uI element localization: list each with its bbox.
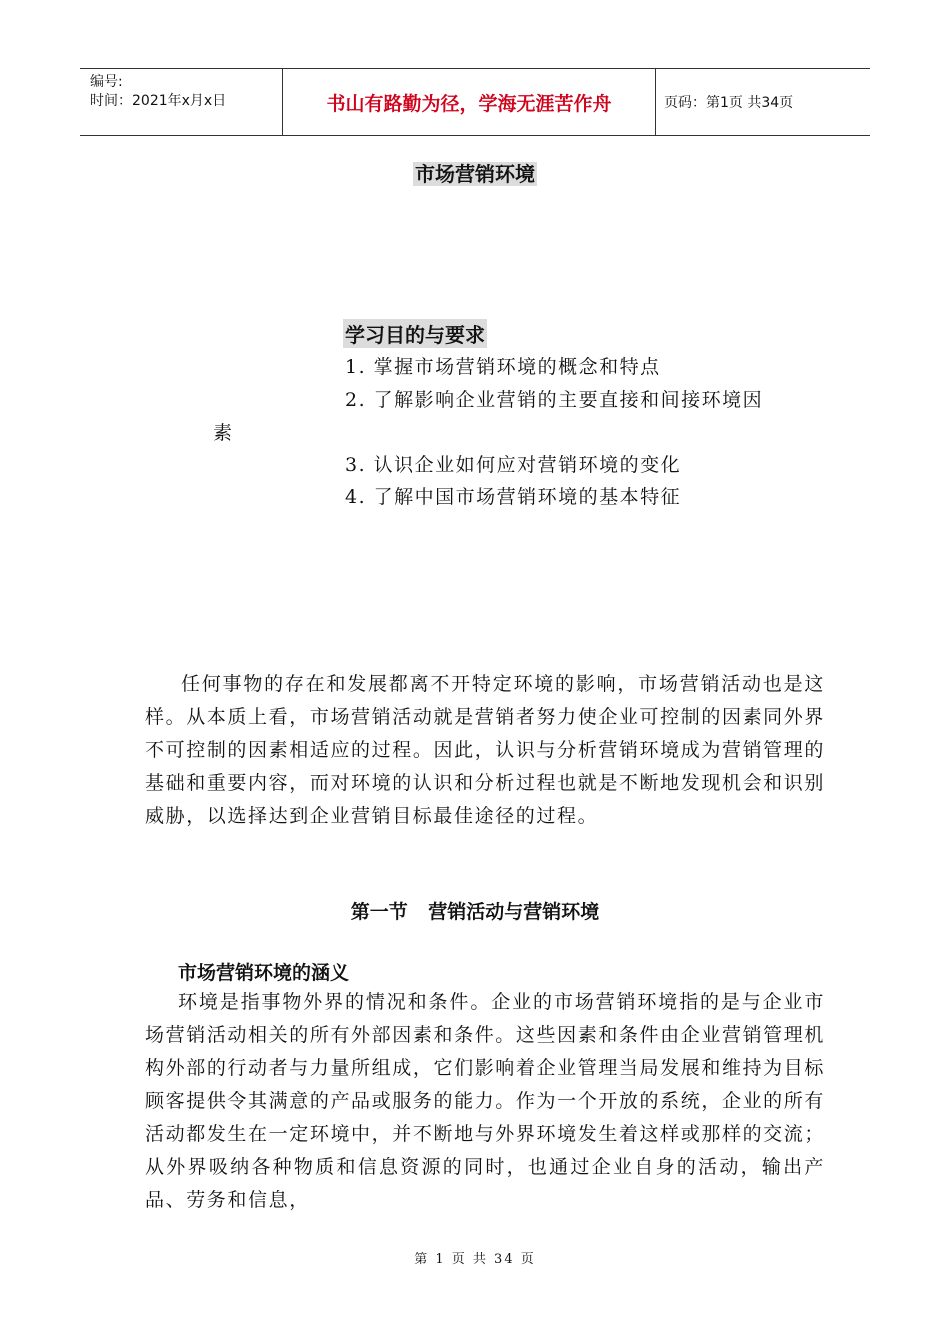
goal-item: 4. 了解中国市场营销环境的基本特征: [345, 486, 682, 508]
intro-paragraph: 任何事物的存在和发展都离不开特定环境的影响，市场营销活动也是这样。从本质上看，市场营销活动就是营销者努力使企业可控制的因素同外界不可控制的因素相适应的过程。因此，认识与分析营销环境成为营销管理的基础和重要内容，而对环境的认识和分析过程也就是不断地发现机会和识别威胁，以选择达到企业营销目标最佳途径的过程。: [145, 673, 825, 827]
goal-item: 1. 掌握市场营销环境的概念和特点: [345, 356, 661, 378]
goal-item: 3. 认识企业如何应对营销环境的变化: [345, 454, 682, 476]
sub-heading: 市场营销环境的涵义: [178, 962, 350, 984]
document-title: 市场营销环境: [415, 162, 535, 186]
goal-item: 2. 了解影响企业营销的主要直接和间接环境因: [345, 389, 764, 411]
document-title-wrap: [0, 158, 950, 187]
header-page-info: 页码：第1页 共34页: [664, 95, 794, 111]
goals-heading: 学习目的与要求: [343, 319, 487, 348]
header-motto: 书山有路勤为径，学海无涯苦作舟: [282, 69, 656, 135]
date-label: 时间：2021年x月x日: [90, 93, 227, 109]
header-meta: [80, 69, 282, 135]
section-body-paragraph: 环境是指事物外界的情况和条件。企业的市场营销环境指的是与企业市场营销活动相关的所有外部因素和条件。这些因素和条件由企业营销管理机构外部的行动者与力量所组成，它们影响着企业管理当局发展和维持为目标顾客提供令其满意的产品或服务的能力。作为一个开放的系统，企业的所有活动都发生在一定环境中，并不断地与外界环境发生着这样或那样的交流；从外界吸纳各种物质和信息资源的同时，也通过企业自身的活动，输出产品、劳务和信息，: [145, 991, 825, 1211]
page-header: [80, 68, 870, 136]
page-footer: 第 1 页 共 34 页: [414, 1252, 536, 1267]
doc-number-label: 编号:: [90, 74, 123, 90]
section-heading: 第一节 营销活动与营销环境: [350, 901, 600, 923]
goal-item-continuation: 素: [213, 422, 234, 444]
